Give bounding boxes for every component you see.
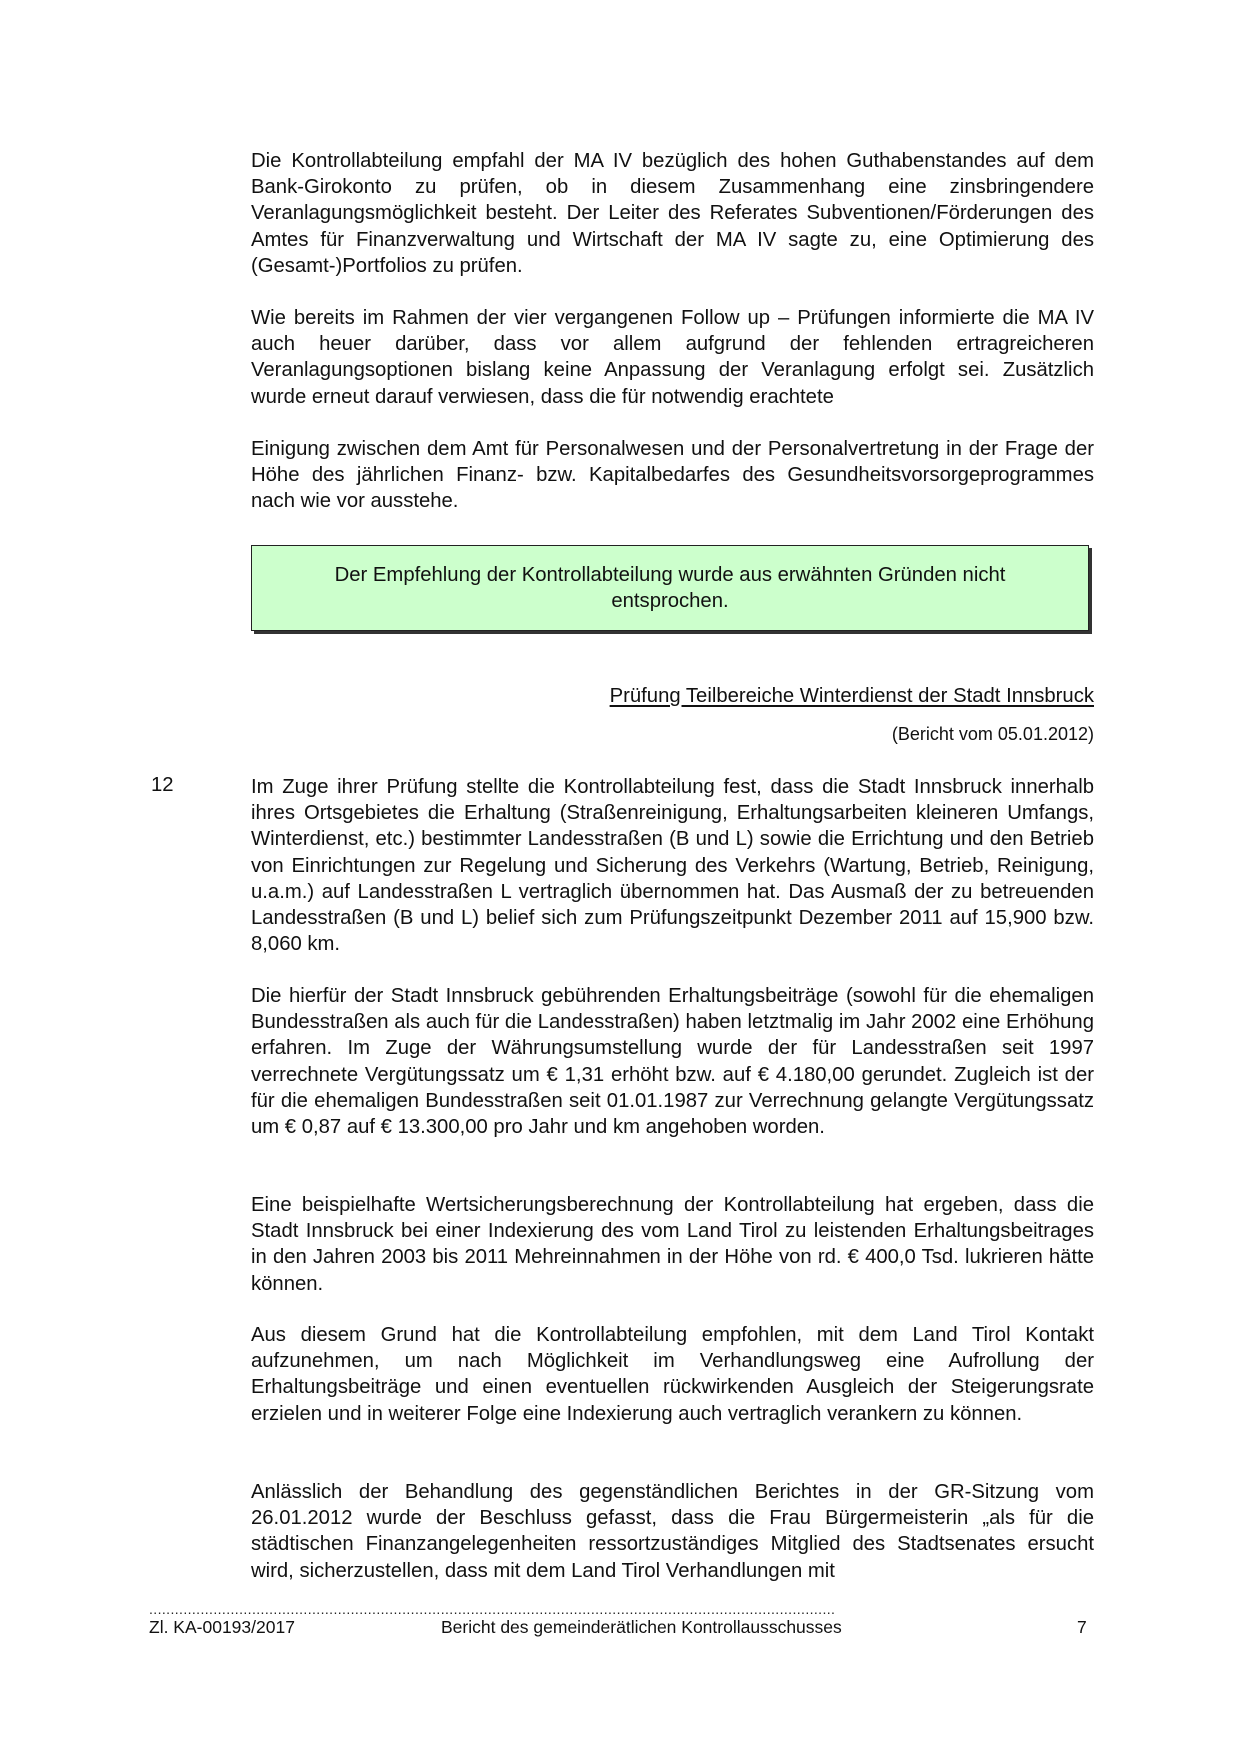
report-date: (Bericht vom 05.01.2012) [891,724,1094,744]
footer-page-number: 7 [1077,1617,1087,1637]
section-title: Prüfung Teilbereiche Winterdienst der Stadt Innsbruck [609,685,1094,707]
paragraph-maintenance-contributions: Die hierfür der Stadt Innsbruck gebührenden Erhaltungsbeiträge (sowohl für die ehemaligen Bundesstraßen als auch für die Landesstraßen) haben letztmalig im Jahr 2002 eine Erhöhung erfahren. Im Zuge der Währungsumstellung wurde der für Landesstraßen seit 1997 verrechnete Vergütungssatz um € 1,31 erhöht bzw. auf € 4.180,00 gerundet. Zugleich ist der für die ehemaligen Bundesstraßen seit 01.01.1987 zur Verrechnung gelangte Vergütungssatz um € 0,87 auf € 13.300,00 pro Jahr und km angehoben worden. [251,985,1094,1139]
paragraph-agreement-pending: Einigung zwischen dem Amt für Personalwesen und der Personalvertretung in der Frage der Höhe des jährlichen Finanz- bzw. Kapitalbedarfes des Gesundheitsvorsorgeprogrammes nach wie vor ausstehe. [251,438,1094,513]
paragraph-investment-recommendation: Die Kontrollabteilung empfahl der MA IV bezüglich des hohen Guthabenstandes auf dem Bank-Girokonto zu prüfen, ob in diesem Zusammenhang eine zinsbringendere Veranlagungsmöglichkeit besteht. Der Leiter des Referates Subventionen/Förderungen des Amtes für Finanzverwaltung und Wirtschaft der MA IV sagte zu, eine Optimierung des (Gesamt-)Portfolios zu prüfen. [251,150,1094,277]
recommendation-status-text: Der Empfehlung der Kontrollabteilung wurde aus erwähnten Gründen nicht entsprochen. [334,563,1006,612]
footer-file-number: Zl. KA-00193/2017 [149,1617,295,1637]
footer-dotted-rule: ................................................................................................................................................................ [149,1604,836,1614]
item-number: 12 [151,774,174,796]
footer-report-title: Bericht des gemeinderätlichen Kontrollausschusses [441,1617,842,1637]
paragraph-council-resolution: Anlässlich der Behandlung des gegenständlichen Berichtes in der GR-Sitzung vom 26.01.2012 wurde der Beschluss gefasst, dass die Frau Bürgermeisterin „als für die städtischen Finanzangelegenheiten ressortzuständiges Mitglied des Stadtsenates ersucht wird, sicherzustellen, dass mit dem Land Tirol Verhandlungen mit [251,1481,1094,1582]
recommendation-status-box [251,545,1089,631]
paragraph-road-maintenance: Im Zuge ihrer Prüfung stellte die Kontrollabteilung fest, dass die Stadt Innsbruck innerhalb ihres Ortsgebietes die Erhaltung (Straßenreinigung, Erhaltungsarbeiten kleineren Umfangs, Winterdienst, etc.) bestimmter Landesstraßen (B und L) sowie die Errichtung und den Betrieb von Einrichtungen zur Regelung und Sicherung des Verkehrs (Wartung, Betrieb, Reinigung, u.a.m.) auf Landesstraßen L vertraglich übernommen hat. Das Ausmaß der zu betreuenden Landesstraßen (B und L) belief sich zum Prüfungszeitpunkt Dezember 2011 auf 15,900 bzw. 8,060 km. [251,776,1094,956]
paragraph-follow-up-status: Wie bereits im Rahmen der vier vergangenen Follow up – Prüfungen informierte die MA IV auch heuer darüber, dass vor allem aufgrund der fehlenden ertragreicheren Veranlagungsoptionen bislang keine Anpassung der Veranlagung erfolgt sei. Zusätzlich wurde erneut darauf verwiesen, dass die für notwendig erachtete [251,307,1094,408]
paragraph-indexation-calculation: Eine beispielhafte Wertsicherungsberechnung der Kontrollabteilung hat ergeben, dass die Stadt Innsbruck bei einer Indexierung des vom Land Tirol zu leistenden Erhaltungsbeitrages in den Jahren 2003 bis 2011 Mehreinnahmen in der Höhe von rd. € 400,0 Tsd. lukrieren hätte können. [251,1194,1094,1295]
paragraph-recommendation-negotiation: Aus diesem Grund hat die Kontrollabteilung empfohlen, mit dem Land Tirol Kontakt aufzunehmen, um nach Möglichkeit im Verhandlungsweg eine Aufrollung der Erhaltungsbeiträge und einen eventuellen rückwirkenden Ausgleich der Steigerungsrate erzielen und in weiterer Folge eine Indexierung auch vertraglich verankern zu können. [251,1324,1094,1425]
